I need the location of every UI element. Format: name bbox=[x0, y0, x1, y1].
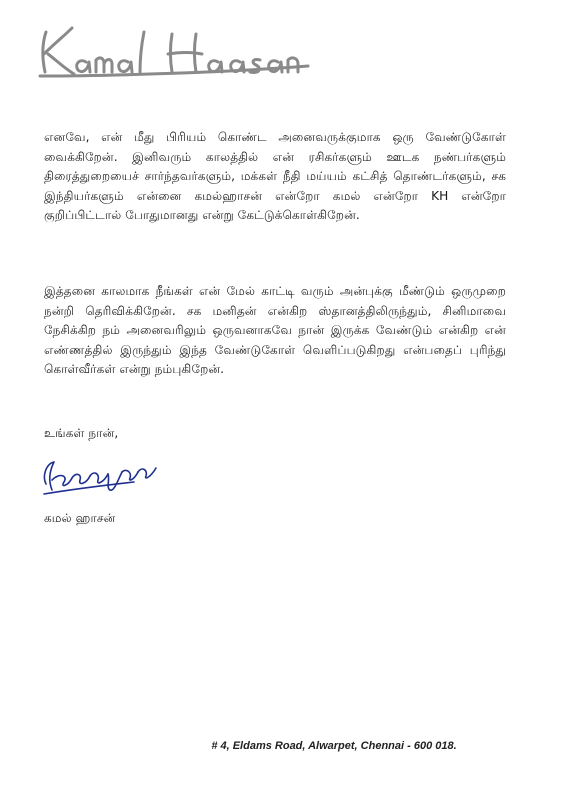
signatory-name: கமல் ஹாசன் bbox=[44, 511, 116, 525]
address-text: # 4, Eldams Road, Alwarpet, Chennai - 600 018. bbox=[211, 740, 457, 752]
kamal-haasan-logotype bbox=[34, 14, 314, 84]
letter-closing: உங்கள் நான், bbox=[44, 426, 119, 440]
letter-paragraph-2: இத்தனை காலமாக நீங்கள் என் மேல் காட்டி வரும் அன்புக்கு மீண்டும் ஒருமுறை நன்றி தெரிவிக்கிறேன். சக மனிதன் என்கிற ஸ்தானத்திலிருந்தும், சினிமாவை நேசிக்கிற நம் அனைவரிலும் ஒருவனாகவே நான் இருக்க வேண்டும் என்கிற என் எண்ணத்தில் இருந்தும் இந்த வேண்டுகோள் வெளிப்படுகிறது என்பதைப் புரிந்து கொள்வீர்கள் என்று நம்புகிறேன். bbox=[44, 284, 506, 377]
signature-image bbox=[38, 450, 178, 500]
handwritten-signature bbox=[38, 450, 178, 500]
letterhead-logo bbox=[34, 14, 314, 84]
footer-address bbox=[0, 740, 568, 752]
letter-paragraph-1: எனவே, என் மீது பிரியம் கொண்ட அனைவருக்குமாக ஒரு வேண்டுகோள் வைக்கிறேன். இனிவரும் காலத்தில் என் ரசிகர்களும் ஊடக நண்பர்களும் திரைத்துறையைச் சார்ந்தவர்களும், மக்கள் நீதி மய்யம் கட்சித் தொண்டர்களும், சக இந்தியர்களும் என்னை கமல்ஹாசன் என்றோ கமல் என்றோ KH என்றோ குறிப்பிட்டால் போதுமானது என்று கேட்டுக்கொள்கிறேன். bbox=[44, 130, 506, 223]
